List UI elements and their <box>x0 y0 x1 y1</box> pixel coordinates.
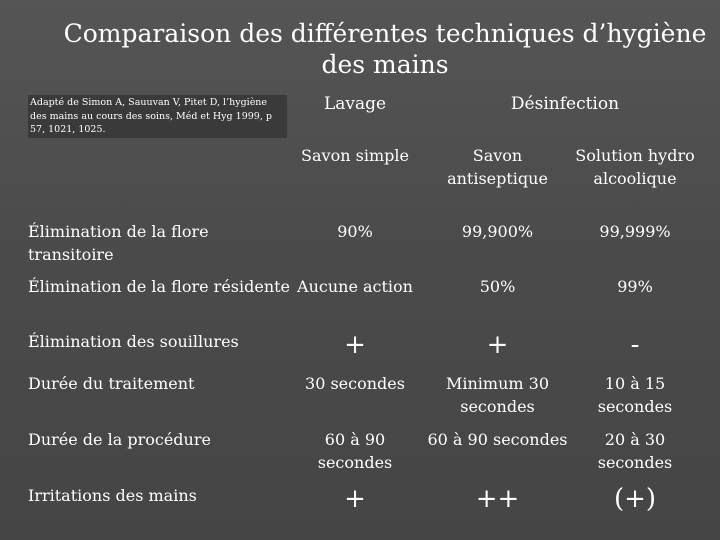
cell-irritations-savon-simple: + <box>344 484 366 514</box>
header-solution-hydroalcoolique <box>565 144 705 190</box>
cell-irritations-savon-antiseptique: ++ <box>475 484 520 514</box>
cell-flore-residente-savon-simple: Aucune action <box>297 277 413 296</box>
header-lavage: Lavage <box>323 94 387 114</box>
cell-line1: 60 à 90 <box>324 430 386 449</box>
cell-flore-residente-savon-antiseptique: 50% <box>479 277 516 296</box>
header-savon-antiseptique <box>425 144 570 190</box>
row-label-flore-residente: Élimination de la flore résidente <box>28 277 291 296</box>
header-savon-antiseptique-line1: Savon <box>472 146 523 165</box>
row-label-irritations: Irritations des mains <box>28 486 197 505</box>
source-note: Adapté de Simon A, Sauuvan V, Pitet D, l’hygiène des mains au cours des soins, Méd et Hyg 1999, p 57, 1021, 1025. <box>28 95 287 138</box>
cell-flore-transitoire-solution: 99,999% <box>599 222 671 241</box>
header-solution-line2: alcoolique <box>593 169 677 188</box>
row-label-line2: transitoire <box>28 245 114 264</box>
cell-duree-procedure-savon-simple <box>290 428 420 474</box>
cell-duree-traitement-savon-simple: 30 secondes <box>305 374 405 393</box>
cell-line1: 10 à 15 <box>604 374 666 393</box>
row-label-souillures: Élimination des souillures <box>28 332 239 351</box>
cell-line1: Minimum 30 <box>445 374 549 393</box>
title-line-2: des mains <box>321 50 449 79</box>
header-savon-antiseptique-line2: antiseptique <box>447 169 548 188</box>
cell-line2: secondes <box>597 453 673 472</box>
cell-flore-transitoire-savon-simple: 90% <box>337 222 373 241</box>
cell-flore-residente-solution: 99% <box>617 277 653 296</box>
header-savon-simple: Savon simple <box>301 146 409 165</box>
cell-souillures-solution: - <box>630 330 640 360</box>
row-label-duree-procedure: Durée de la procédure <box>28 430 211 449</box>
cell-line2: secondes <box>597 397 673 416</box>
cell-line2: secondes <box>460 397 535 416</box>
header-solution-line1: Solution hydro <box>575 146 695 165</box>
row-label-line1: Élimination de la flore <box>28 222 209 241</box>
cell-irritations-solution: (+) <box>613 484 657 514</box>
row-label-flore-transitoire <box>28 220 288 266</box>
slide-title <box>40 18 720 80</box>
cell-duree-traitement-solution <box>565 372 705 418</box>
cell-duree-procedure-solution <box>565 428 705 474</box>
cell-line1: 20 à 30 <box>604 430 666 449</box>
header-desinfection: Désinfection <box>510 94 620 114</box>
cell-duree-procedure-savon-antiseptique: 60 à 90 secondes <box>427 430 568 449</box>
cell-duree-traitement-savon-antiseptique <box>425 372 570 418</box>
cell-souillures-savon-simple: + <box>344 330 366 360</box>
cell-flore-transitoire-savon-antiseptique: 99,900% <box>461 222 534 241</box>
cell-souillures-savon-antiseptique: + <box>486 330 509 360</box>
row-label-duree-traitement: Durée du traitement <box>28 374 195 393</box>
cell-line2: secondes <box>317 453 393 472</box>
title-line-1: Comparaison des différentes techniques d’hygiène <box>63 19 707 48</box>
